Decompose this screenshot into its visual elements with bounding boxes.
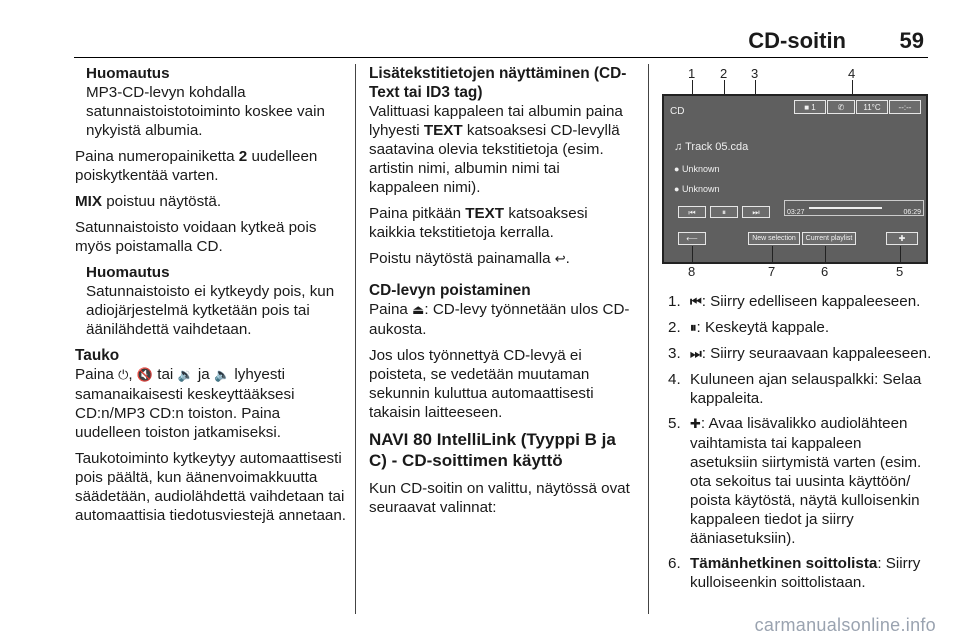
paragraph: Paina numeropainiketta 2 uudelleen poiskytkentää varten. bbox=[75, 148, 318, 184]
header-rule bbox=[74, 57, 928, 58]
list-item: 1. ⏮: Siirry edelliseen kappaleeseen. bbox=[668, 293, 921, 310]
time-total: 06:29 bbox=[903, 209, 921, 216]
heading-eject: CD-levyn poistaminen bbox=[369, 282, 531, 299]
heading-navi80: NAVI 80 IntelliLink (Tyyppi B ja C) - CD-soittimen käyttö bbox=[369, 430, 616, 470]
callout-2: 2 bbox=[720, 66, 728, 81]
paragraph: Poistu näytöstä painamalla ↩. bbox=[369, 250, 570, 267]
eject-icon: ⏏ bbox=[412, 303, 425, 318]
preset-box[interactable]: ■ 1 bbox=[794, 100, 826, 114]
page-number: 59 bbox=[899, 28, 924, 53]
note-random-off bbox=[75, 263, 350, 339]
mute-icon: 🔇 bbox=[136, 368, 154, 383]
next-icon: ⏭ bbox=[690, 347, 702, 362]
page-title: CD-soitin bbox=[748, 28, 846, 53]
heading-cd-text: Lisätekstitietojen näyttäminen (CD-Text tai ID3 tag) bbox=[369, 65, 627, 101]
callout-3: 3 bbox=[751, 66, 759, 81]
paragraph: Kun CD-soitin on valittu, näytössä ovat seuraavat valinnat: bbox=[369, 480, 630, 516]
paragraph: Satunnaistoisto voidaan kytkeä pois myös poistamalla CD. bbox=[75, 219, 317, 255]
plus-icon: ✚ bbox=[690, 417, 701, 432]
note-title: Huomautus bbox=[86, 264, 170, 281]
paragraph: Taukotoiminto kytkeytyy automaattisesti pois päältä, kun äänenvoimakkuutta säädetään, audiolähdettä vaihdetaan tai automaattisia tiedotusviestejä annetaan. bbox=[75, 450, 347, 524]
column-divider-2 bbox=[648, 64, 649, 614]
clock: --:-- bbox=[889, 100, 921, 114]
plus-menu-button[interactable]: ✚ bbox=[886, 232, 918, 245]
previous-icon: ⏮ bbox=[690, 295, 702, 310]
progress-fill bbox=[809, 207, 882, 209]
paragraph: Paina ⏻, 🔇 tai 🔉 ja 🔈 lyhyesti samanaikaisesti keskeyttääksesi CD:n/MP3 CD:n toiston. Paina uudelleen toiston jatkamiseksi. bbox=[75, 366, 295, 441]
list-item: 2. ⏸: Keskeytä kappale. bbox=[668, 319, 830, 336]
callout-line bbox=[900, 246, 901, 262]
watermark: carmanualsonline.info bbox=[754, 615, 936, 635]
previous-button[interactable]: ⏮ bbox=[678, 206, 706, 218]
time-elapsed: 03:27 bbox=[787, 209, 805, 216]
paragraph: Paina pitkään TEXT katsoaksesi kaikkia tekstitietoja kerralla. bbox=[369, 205, 588, 241]
current-playlist-button[interactable]: Current playlist bbox=[802, 232, 856, 245]
note-body: Satunnaistoisto ei kytkeydy pois, kun adiojärjestelmä kytketään pois tai äänilähdettä vaihdetaan. bbox=[86, 283, 335, 338]
callout-4: 4 bbox=[848, 66, 856, 81]
pause-button[interactable]: ⏸ bbox=[710, 206, 738, 218]
cd-player-screen bbox=[662, 94, 928, 264]
callout-line bbox=[692, 246, 693, 262]
pause-icon: ⏸ bbox=[690, 321, 697, 336]
back-button[interactable]: ⟵ bbox=[678, 232, 706, 245]
callout-1: 1 bbox=[688, 66, 696, 81]
callout-8: 8 bbox=[688, 264, 696, 279]
callout-line bbox=[772, 246, 773, 262]
column-1 bbox=[75, 64, 350, 532]
phone-icon[interactable]: ✆ bbox=[827, 100, 855, 114]
power-icon: ⏻ bbox=[118, 368, 129, 383]
callout-7: 7 bbox=[768, 264, 776, 279]
list-item: 6. Tämänhetkinen soittolista: Siirry kulloiseenkin soittolistaan. bbox=[668, 555, 921, 591]
callout-line bbox=[825, 246, 826, 262]
next-button[interactable]: ⏭ bbox=[742, 206, 770, 218]
source-label: CD bbox=[670, 106, 685, 117]
progress-bar[interactable] bbox=[784, 200, 924, 216]
new-selection-button[interactable]: New selection bbox=[748, 232, 800, 245]
volume-up-icon: 🔉 bbox=[177, 368, 194, 383]
heading-pause: Tauko bbox=[75, 347, 120, 364]
paragraph: Valittuasi kappaleen tai albumin paina lyhyesti TEXT katsoaksesi CD-levyllä saatavina olevia tekstitietoja (esim. artistin nimi, albumin nimi tai kappaleen nimi). bbox=[369, 103, 623, 196]
temperature: 11°C bbox=[856, 100, 888, 114]
list-item: 5. ✚: Avaa lisävalikko audiolähteen vaihtamista tai kappaleen asetuksiin siirtymistä varten (esim. ota sekoitus tai uusinta käyttöön/ poista käytöstä, näytä kulloisenkin kappaleen tiedot ja siirry ääniasetuksiin). bbox=[668, 415, 922, 547]
back-icon: ↩ bbox=[554, 252, 566, 267]
page-header bbox=[0, 26, 960, 56]
column-divider-1 bbox=[355, 64, 356, 614]
column-3 bbox=[662, 64, 932, 598]
list-item: 3. ⏭: Siirry seuraavaan kappaleeseen. bbox=[668, 345, 932, 362]
track-name: ♫ Track 05.cda bbox=[674, 141, 749, 153]
controls-list bbox=[662, 292, 932, 592]
paragraph: MIX poistuu näytöstä. bbox=[75, 193, 222, 210]
artist-name: ● Unknown bbox=[674, 164, 720, 174]
callout-5: 5 bbox=[896, 264, 904, 279]
cd-player-figure bbox=[662, 64, 932, 284]
volume-down-icon: 🔈 bbox=[213, 368, 231, 383]
note-body: MP3-CD-levyn kohdalla satunnaistoistotoiminto koskee vain nykyistä albumia. bbox=[86, 84, 325, 139]
note-random bbox=[75, 64, 350, 140]
note-title: Huomautus bbox=[86, 65, 170, 82]
album-name: ● Unknown bbox=[674, 184, 720, 194]
list-item: 4. Kuluneen ajan selauspalkki: Selaa kappaleita. bbox=[668, 371, 922, 407]
callout-6: 6 bbox=[821, 264, 829, 279]
paragraph: Paina ⏏: CD-levy työnnetään ulos CD-aukosta. bbox=[369, 301, 630, 338]
column-2 bbox=[369, 64, 634, 524]
paragraph: Jos ulos työnnettyä CD-levyä ei poisteta, se vedetään muutaman sekunnin kuluttua automaattisesti takaisin laitteeseen. bbox=[369, 347, 594, 421]
